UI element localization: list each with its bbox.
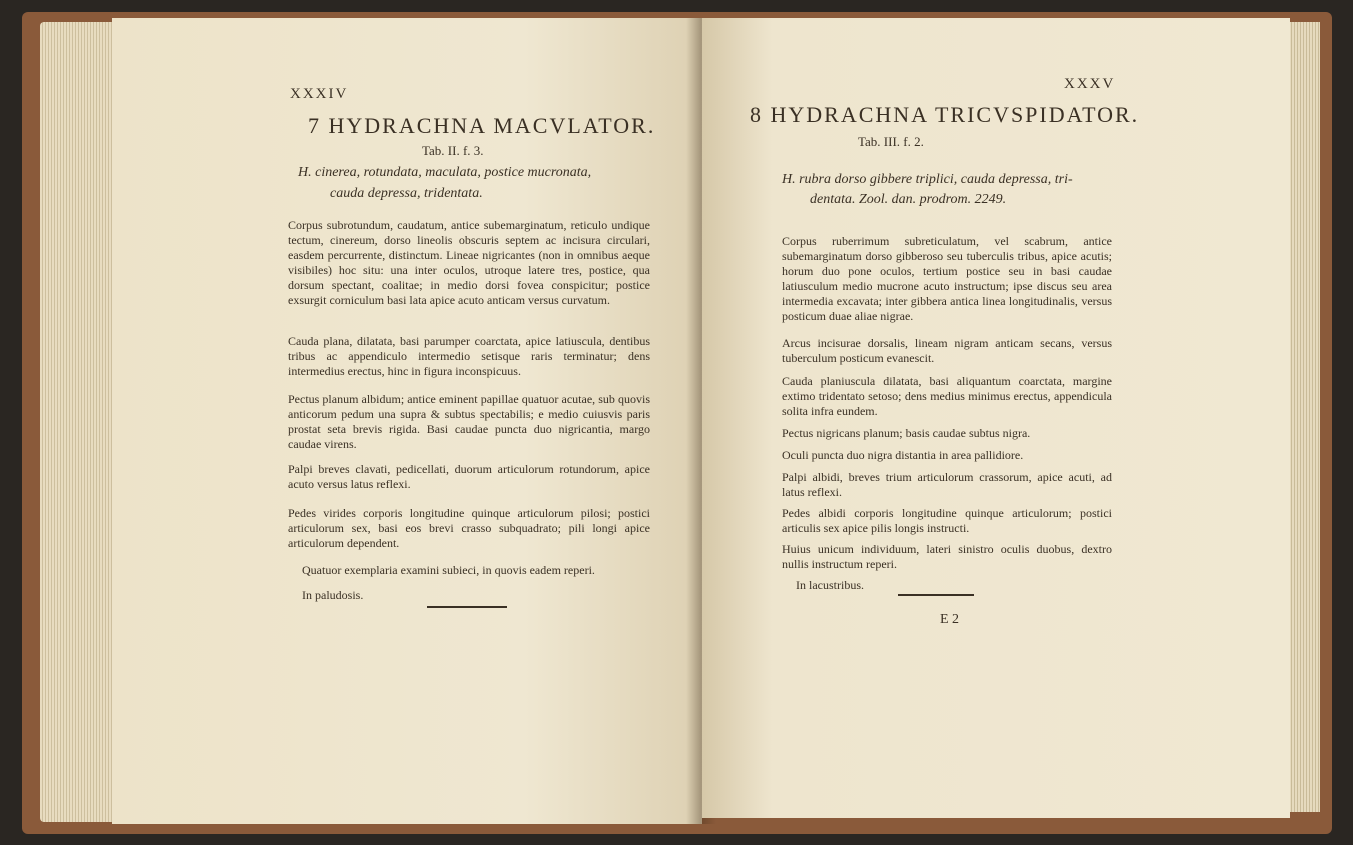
signature-mark: E 2 (940, 612, 960, 627)
right-page (702, 18, 1290, 818)
page-number: XXXV (1064, 76, 1116, 92)
diagnosis-line: dentata. Zool. dan. prodrom. 2249. (810, 192, 1007, 207)
paragraph: Pectus planum albidum; antice eminent papillae quatuor acutae, sub quovis anticorum pedum una supra & subtus spectabilis; e medio cuiusvis paris prostat seta brevis rigida. Basi caudae puncta duo nigricantia, margo caudae virens. (288, 392, 650, 451)
plate-reference: Tab. II. f. 3. (422, 143, 484, 158)
paragraph: In paludosis. (302, 588, 364, 602)
paragraph: Oculi puncta duo nigra distantia in area pallidiore. (782, 448, 1024, 462)
paragraph: Corpus ruberrimum subreticulatum, vel scabrum, antice subemarginatum dorso gibberoso seu tuberculis tribus, apice acutis; horum duo pone oculos, tertium postice seu in basi caudae latiusculum medio mucrone acuto instructum; ipse discus seu area intermedia excavata; inter gibbera antica linea longitudinalis, versus posticum duae aliae nigrae. (782, 234, 1112, 323)
paragraph: Corpus subrotundum, caudatum, antice subemarginatum, reticulo undique tectum, cinereum, dorso lineolis obscuris septem ac incisura circulari, easdem percurrente, distinctum. Lineae nigricantes (non in omnibus aeque visibiles) hoc situ: una inter oculos, utroque latere tres, postice, qua dorsum spectant, coalitae; in medio dorsi fovea conspicitur; postice exsurgit corniculum basi lata apice acuto anticam versus curvatum. (288, 218, 650, 307)
section-title: 7 HYDRACHNA MACVLATOR. (308, 113, 656, 138)
page-number: XXXIV (290, 86, 349, 102)
paragraph: Cauda plana, dilatata, basi parumper coarctata, apice latiuscula, dentibus tribus ac appendiculo intermedio setisque raris terminatur; dens intermedius erectus, hinc in figura inconspicuus. (288, 334, 650, 378)
diagnosis-line: H. cinerea, rotundata, maculata, postice mucronata, (298, 165, 592, 180)
plate-reference: Tab. III. f. 2. (858, 134, 924, 149)
paragraph: Palpi breves clavati, pedicellati, duorum articulorum rotundorum, apice acuto versus latus reflexi. (288, 462, 650, 491)
paragraph: Huius unicum individuum, lateri sinistro oculis duobus, dextro nullis instructum reperi. (782, 542, 1112, 571)
end-rule (427, 606, 507, 608)
paragraph: Arcus incisurae dorsalis, lineam nigram anticam secans, versus tuberculum posticum evanescit. (782, 336, 1112, 365)
end-rule (898, 594, 974, 596)
paragraph: Pectus nigricans planum; basis caudae subtus nigra. (782, 426, 1031, 440)
paragraph: In lacustribus. (796, 578, 864, 592)
paragraph: Cauda planiuscula dilatata, basi aliquantum coarctata, margine extimo tridentato setoso; dens medius minimus erectus, appendicula solita infra eundem. (782, 374, 1112, 418)
diagnosis-line: H. rubra dorso gibbere triplici, cauda depressa, tri- (782, 172, 1073, 187)
paragraph: Pedes albidi corporis longitudine quinque articulorum; postici articulis sex apice pilis longis instructi. (782, 506, 1112, 535)
paragraph: Quatuor exemplaria examini subieci, in quovis eadem reperi. (302, 563, 595, 577)
diagnosis-line: cauda depressa, tridentata. (330, 186, 483, 201)
page-edges-left (40, 22, 120, 822)
section-title: 8 HYDRACHNA TRICVSPIDATOR. (750, 102, 1140, 127)
paragraph: Palpi albidi, breves trium articulorum crassorum, apice acuti, ad latus reflexi. (782, 470, 1112, 499)
paragraph: Pedes virides corporis longitudine quinque articulorum pilosi; postici articulorum sex, basi eos brevi crasso subquadrato; pili longi apice articulorum dependent. (288, 506, 650, 550)
left-page (112, 18, 702, 824)
